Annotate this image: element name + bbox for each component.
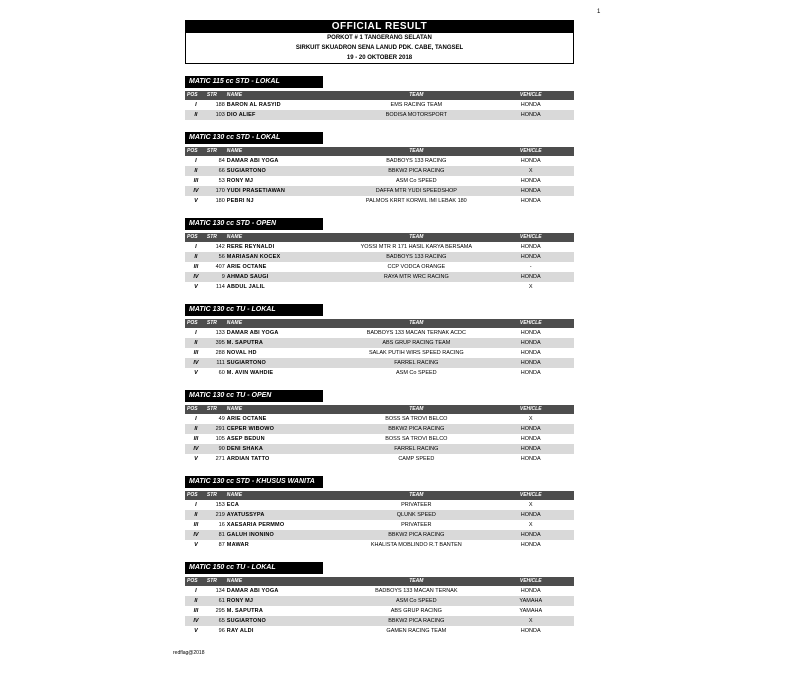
cell-vehicle: X xyxy=(528,522,533,528)
result-row xyxy=(185,358,574,368)
cell-vehicle: X xyxy=(528,618,533,624)
categories-list xyxy=(185,70,574,636)
category-section xyxy=(185,212,574,292)
cell-pos: I xyxy=(195,588,197,594)
cell-str: 9 xyxy=(221,274,225,280)
cell-pos: I xyxy=(195,502,197,508)
cell-team: BADBOYS 133 MACAN TERNAK xyxy=(375,588,458,594)
cell-pos: I xyxy=(195,330,197,336)
cell-team: BBKW2 PICA RACING xyxy=(388,618,445,624)
cell-pos: II xyxy=(194,254,198,260)
cell-vehicle: HONDA xyxy=(520,456,541,462)
result-row xyxy=(185,348,574,358)
category-title: MATIC 130 cc STD - KHUSUS WANITA xyxy=(185,476,323,488)
cell-vehicle: HONDA xyxy=(520,158,541,164)
cell-name: MAWAR xyxy=(226,542,249,548)
cell-name: ARIE OCTANE xyxy=(226,264,267,270)
cell-pos: II xyxy=(194,512,198,518)
column-header xyxy=(185,577,574,586)
category-title: MATIC 150 cc TU - LOKAL xyxy=(185,562,323,574)
column-header-str: STR xyxy=(206,492,217,498)
cell-str: 105 xyxy=(215,436,225,442)
column-header-team: TEAM xyxy=(409,492,424,498)
cell-name: SUGIARTONO xyxy=(226,618,266,624)
column-header-pos: POS xyxy=(187,92,198,98)
column-header-str: STR xyxy=(206,320,217,326)
cell-vehicle: HONDA xyxy=(520,512,541,518)
column-header-vehicle: VEHICLE xyxy=(519,92,542,98)
cell-team: BADBOYS 133 RACING xyxy=(386,254,447,260)
cell-pos: IV xyxy=(193,532,199,538)
column-header xyxy=(185,491,574,500)
document-title: OFFICIAL RESULT xyxy=(186,21,573,33)
column-header-str: STR xyxy=(206,406,217,412)
cell-name: ECA xyxy=(226,502,240,508)
column-header-str: STR xyxy=(206,148,217,154)
cell-vehicle: YAMAHA xyxy=(519,598,543,604)
cell-str: 219 xyxy=(215,512,225,518)
cell-str: 134 xyxy=(215,588,225,594)
cell-vehicle: HONDA xyxy=(520,198,541,204)
cell-pos: IV xyxy=(193,360,199,366)
result-row xyxy=(185,368,574,378)
column-header-team: TEAM xyxy=(409,148,424,154)
cell-name: XAESARIA PERMMO xyxy=(226,522,285,528)
column-header-team: TEAM xyxy=(409,578,424,584)
result-row xyxy=(185,262,574,272)
cell-vehicle: HONDA xyxy=(520,340,541,346)
result-row xyxy=(185,328,574,338)
cell-str: 295 xyxy=(215,608,225,614)
cell-name: PEBRI NJ xyxy=(226,198,254,204)
cell-name: ARIE OCTANE xyxy=(226,416,267,422)
result-row xyxy=(185,510,574,520)
cell-team: CAMP SPEED xyxy=(398,456,435,462)
cell-str: 16 xyxy=(218,522,225,528)
cell-pos: I xyxy=(195,244,197,250)
result-row xyxy=(185,100,574,110)
cell-name: ARDIAN TATTO xyxy=(226,456,270,462)
cell-team: ABS GRUP RACING TEAM xyxy=(382,340,451,346)
column-header-vehicle: VEHICLE xyxy=(519,234,542,240)
cell-name: M. SAPUTRA xyxy=(226,608,264,614)
result-row xyxy=(185,156,574,166)
column-header-name: NAME xyxy=(226,92,243,98)
category-section xyxy=(185,70,574,120)
cell-pos: I xyxy=(195,416,197,422)
cell-vehicle: X xyxy=(528,502,533,508)
cell-name: GALUH INONINO xyxy=(226,532,275,538)
cell-name: DENI SHAKA xyxy=(226,446,264,452)
cell-team: SALAK PUTIH WIRS SPEED RACING xyxy=(368,350,464,356)
category-title: MATIC 115 cc STD - LOKAL xyxy=(185,76,323,88)
column-header-team: TEAM xyxy=(409,234,424,240)
cell-str: 188 xyxy=(215,102,225,108)
cell-vehicle: HONDA xyxy=(520,350,541,356)
column-header-team: TEAM xyxy=(409,320,424,326)
column-header xyxy=(185,147,574,156)
cell-vehicle: HONDA xyxy=(520,244,541,250)
cell-name: CEPER WIBOWO xyxy=(226,426,275,432)
cell-team xyxy=(345,282,487,292)
result-row xyxy=(185,338,574,348)
column-header-pos: POS xyxy=(187,148,198,154)
cell-str: 56 xyxy=(218,254,225,260)
column-header-vehicle: VEHICLE xyxy=(519,492,542,498)
cell-str: 407 xyxy=(215,264,225,270)
result-row xyxy=(185,530,574,540)
cell-str: 142 xyxy=(215,244,225,250)
cell-pos: II xyxy=(194,168,198,174)
document-header xyxy=(185,20,574,64)
cell-str: 53 xyxy=(218,178,225,184)
cell-name: DIO ALIEF xyxy=(226,112,256,118)
column-header-str: STR xyxy=(206,92,217,98)
column-header-name: NAME xyxy=(226,234,243,240)
event-date: 19 - 20 OKTOBER 2018 xyxy=(346,55,413,61)
cell-vehicle: HONDA xyxy=(520,102,541,108)
result-row xyxy=(185,110,574,120)
cell-pos: II xyxy=(194,426,198,432)
column-header-pos: POS xyxy=(187,578,198,584)
cell-vehicle: HONDA xyxy=(520,628,541,634)
cell-name: YUDI PRASETIAWAN xyxy=(226,188,286,194)
cell-name: RERE REYNALDI xyxy=(226,244,275,250)
cell-team: ASM Co SPEED xyxy=(395,598,437,604)
cell-team: FARREL RACING xyxy=(394,360,439,366)
category-section xyxy=(185,556,574,636)
cell-str: 90 xyxy=(218,446,225,452)
cell-vehicle: HONDA xyxy=(520,436,541,442)
cell-team: BBKW2 PICA RACING xyxy=(388,168,445,174)
cell-team: BOSS SA TROVI BELCO xyxy=(385,436,448,442)
category-title: MATIC 130 cc STD - LOKAL xyxy=(185,132,323,144)
result-row xyxy=(185,606,574,616)
column-header-name: NAME xyxy=(226,492,243,498)
cell-str: 81 xyxy=(218,532,225,538)
cell-pos: III xyxy=(193,608,199,614)
column-header-name: NAME xyxy=(226,578,243,584)
result-row xyxy=(185,454,574,464)
category-title: MATIC 130 cc TU - OPEN xyxy=(185,390,323,402)
cell-name: ABDUL JALIL xyxy=(226,284,265,290)
cell-vehicle: X xyxy=(528,284,533,290)
result-row xyxy=(185,540,574,550)
cell-name: AYATUSSYPA xyxy=(226,512,265,518)
result-row xyxy=(185,444,574,454)
column-header-pos: POS xyxy=(187,320,198,326)
column-header-name: NAME xyxy=(226,320,243,326)
cell-str: 288 xyxy=(215,350,225,356)
cell-vehicle: HONDA xyxy=(520,274,541,280)
cell-pos: III xyxy=(193,264,199,270)
result-row xyxy=(185,434,574,444)
cell-pos: V xyxy=(194,284,198,290)
cell-str: 170 xyxy=(215,188,225,194)
cell-vehicle: HONDA xyxy=(520,254,541,260)
result-row xyxy=(185,282,574,292)
cell-str: 271 xyxy=(215,456,225,462)
cell-team: BBKW2 PICA RACING xyxy=(388,426,445,432)
cell-name: NOVAL HD xyxy=(226,350,257,356)
cell-team: PALMOS KRRT KORWIL IMI LEBAK 180 xyxy=(365,198,467,204)
column-header-vehicle: VEHICLE xyxy=(519,148,542,154)
column-header xyxy=(185,405,574,414)
event-subtitle: PORKOT # 1 TANGERANG SELATAN xyxy=(327,35,432,41)
cell-str: 66 xyxy=(218,168,225,174)
column-header xyxy=(185,91,574,100)
cell-name: RONY MJ xyxy=(226,598,254,604)
cell-str: 180 xyxy=(215,198,225,204)
page-number: 1 xyxy=(597,9,601,15)
cell-vehicle: HONDA xyxy=(520,330,541,336)
footer-credit: redflag@2018 xyxy=(173,650,205,656)
result-row xyxy=(185,196,574,206)
column-header-pos: POS xyxy=(187,492,198,498)
cell-team: ASM Co SPEED xyxy=(395,178,437,184)
cell-pos: II xyxy=(194,340,198,346)
cell-pos: IV xyxy=(193,188,199,194)
column-header-name: NAME xyxy=(226,148,243,154)
cell-name: ASEP BEDUN xyxy=(226,436,265,442)
cell-team: YOSSI MTR R 171 HASIL KARYA BERSAMA xyxy=(360,244,473,250)
cell-pos: IV xyxy=(193,446,199,452)
cell-team: BADBOYS 133 MACAN TERNAK ACDC xyxy=(366,330,466,336)
result-row xyxy=(185,242,574,252)
cell-str: 49 xyxy=(218,416,225,422)
cell-pos: V xyxy=(194,198,198,204)
cell-team: BBKW2 PICA RACING xyxy=(388,532,445,538)
cell-team: ABS GRUP RACING xyxy=(390,608,442,614)
cell-str: 153 xyxy=(215,502,225,508)
category-section xyxy=(185,126,574,206)
column-header-pos: POS xyxy=(187,406,198,412)
result-row xyxy=(185,186,574,196)
cell-vehicle: HONDA xyxy=(520,446,541,452)
cell-str: 103 xyxy=(215,112,225,118)
cell-name: DAMAR ABI YOGA xyxy=(226,330,279,336)
column-header-vehicle: VEHICLE xyxy=(519,406,542,412)
result-row xyxy=(185,176,574,186)
cell-str: 60 xyxy=(218,370,225,376)
cell-str: 133 xyxy=(215,330,225,336)
cell-name: AHMAD SAUGI xyxy=(226,274,269,280)
cell-team: DAFFA MTR YUDI SPEEDSHOP xyxy=(375,188,457,194)
cell-name: RAY ALDI xyxy=(226,628,254,634)
column-header-team: TEAM xyxy=(409,406,424,412)
cell-pos: III xyxy=(193,522,199,528)
cell-pos: IV xyxy=(193,274,199,280)
cell-pos: V xyxy=(194,456,198,462)
cell-name: SUGIARTONO xyxy=(226,360,266,366)
column-header-vehicle: VEHICLE xyxy=(519,320,542,326)
result-row xyxy=(185,166,574,176)
result-row xyxy=(185,252,574,262)
cell-team: QLUNK SPEED xyxy=(396,512,436,518)
cell-vehicle: HONDA xyxy=(520,178,541,184)
cell-vehicle: X xyxy=(528,168,533,174)
cell-str: 87 xyxy=(218,542,225,548)
cell-pos: I xyxy=(195,158,197,164)
cell-pos: IV xyxy=(193,618,199,624)
cell-team: RAYA MTR WRC RACING xyxy=(383,274,449,280)
results-document xyxy=(185,20,574,636)
cell-vehicle: YAMAHA xyxy=(519,608,543,614)
cell-vehicle: HONDA xyxy=(520,542,541,548)
cell-pos: V xyxy=(194,542,198,548)
cell-name: M. SAPUTRA xyxy=(226,340,264,346)
cell-str: 61 xyxy=(218,598,225,604)
result-row xyxy=(185,424,574,434)
cell-str: 96 xyxy=(218,628,225,634)
cell-team: EMS RACING TEAM xyxy=(390,102,443,108)
cell-team: PRIVATEER xyxy=(401,502,432,508)
category-title: MATIC 130 cc TU - LOKAL xyxy=(185,304,323,316)
result-row xyxy=(185,500,574,510)
cell-pos: II xyxy=(194,112,198,118)
column-header xyxy=(185,233,574,242)
result-row xyxy=(185,520,574,530)
column-header-str: STR xyxy=(206,234,217,240)
cell-team: FARREL RACING xyxy=(394,446,439,452)
cell-team: BODISA MOTORSPORT xyxy=(385,112,447,118)
cell-name: BARON AL RASYID xyxy=(226,102,281,108)
cell-pos: III xyxy=(193,436,199,442)
category-section xyxy=(185,384,574,464)
cell-str: 65 xyxy=(218,618,225,624)
cell-team: CCP VODCA ORANGE xyxy=(387,264,446,270)
result-row xyxy=(185,626,574,636)
result-row xyxy=(185,586,574,596)
event-venue: SIRKUIT SKUADRON SENA LANUD PDK. CABE, TANGSEL xyxy=(295,45,464,51)
cell-name: DAMAR ABI YOGA xyxy=(226,588,279,594)
result-row xyxy=(185,596,574,606)
column-header-name: NAME xyxy=(226,406,243,412)
result-row xyxy=(185,414,574,424)
cell-vehicle: HONDA xyxy=(520,370,541,376)
cell-str: 291 xyxy=(215,426,225,432)
cell-pos: III xyxy=(193,350,199,356)
cell-vehicle: X xyxy=(528,416,533,422)
cell-str: 111 xyxy=(216,360,225,366)
category-section xyxy=(185,298,574,378)
cell-team: GAMEN RACING TEAM xyxy=(386,628,447,634)
column-header xyxy=(185,319,574,328)
cell-pos: V xyxy=(194,370,198,376)
cell-pos: V xyxy=(194,628,198,634)
cell-name: M. AVIN WAHDIE xyxy=(226,370,274,376)
cell-vehicle: HONDA xyxy=(520,188,541,194)
cell-pos: III xyxy=(193,178,199,184)
column-header-str: STR xyxy=(206,578,217,584)
cell-team: PRIVATEER xyxy=(401,522,432,528)
cell-vehicle: HONDA xyxy=(520,426,541,432)
cell-vehicle: - xyxy=(529,264,532,270)
column-header-pos: POS xyxy=(187,234,198,240)
category-section xyxy=(185,470,574,550)
cell-vehicle: HONDA xyxy=(520,532,541,538)
category-title: MATIC 130 cc STD - OPEN xyxy=(185,218,323,230)
cell-team: KHALISTA MOBLINDO R.T BANTEN xyxy=(370,542,462,548)
cell-team: ASM Co SPEED xyxy=(395,370,437,376)
column-header-vehicle: VEHICLE xyxy=(519,578,542,584)
cell-team: BOSS SA TROVI BELCO xyxy=(385,416,448,422)
result-row xyxy=(185,272,574,282)
cell-str: 114 xyxy=(216,284,225,290)
column-header-team: TEAM xyxy=(409,92,424,98)
cell-name: SUGIARTONO xyxy=(226,168,266,174)
cell-vehicle: HONDA xyxy=(520,360,541,366)
cell-name: DAMAR ABI YOGA xyxy=(226,158,279,164)
cell-pos: I xyxy=(195,102,197,108)
cell-vehicle: HONDA xyxy=(520,588,541,594)
cell-vehicle: HONDA xyxy=(520,112,541,118)
cell-team: BADBOYS 133 RACING xyxy=(386,158,447,164)
cell-pos: II xyxy=(194,598,198,604)
cell-name: RONY MJ xyxy=(226,178,254,184)
cell-str: 84 xyxy=(218,158,225,164)
cell-name: MARIASAN KOCEX xyxy=(226,254,281,260)
cell-str: 395 xyxy=(215,340,225,346)
result-row xyxy=(185,616,574,626)
